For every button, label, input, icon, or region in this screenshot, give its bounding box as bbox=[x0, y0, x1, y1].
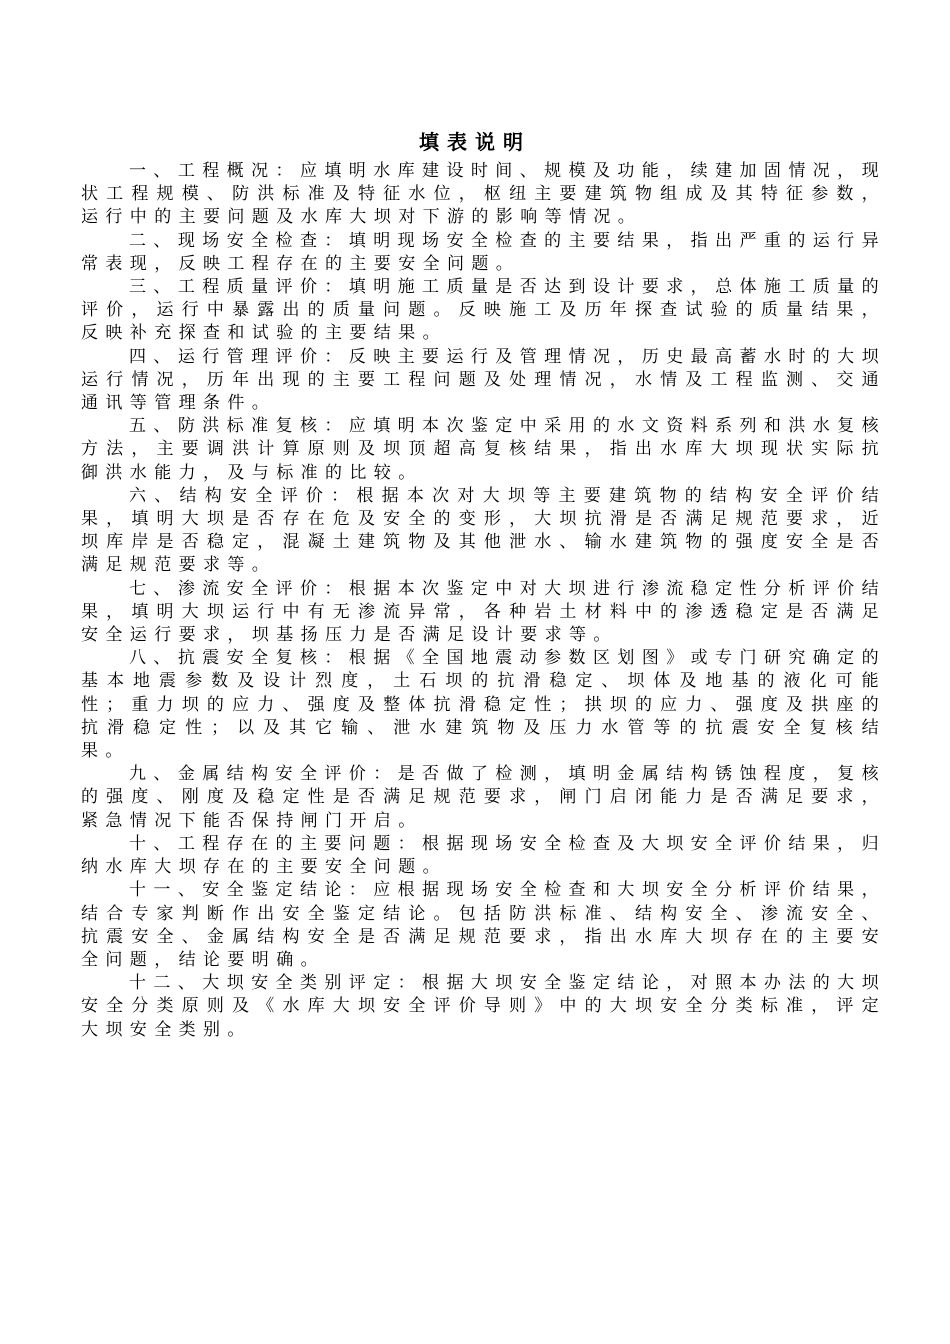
instructions-body bbox=[81, 160, 886, 1042]
paragraph-main-problems: 十、工程存在的主要问题：根据现场安全检查及大坝安全评价结果，归纳水库大坝存在的主要安全问题。 bbox=[81, 833, 886, 878]
paragraph-safety-category: 十二、大坝安全类别评定：根据大坝安全鉴定结论，对照本办法的大坝安全分类原则及《水库大坝安全评价导则》中的大坝安全分类标准，评定大坝安全类别。 bbox=[81, 973, 886, 1040]
paragraph-operation-management: 四、运行管理评价：反映主要运行及管理情况，历史最高蓄水时的大坝运行情况，历年出现的主要工程问题及处理情况，水情及工程监测、交通通讯等管理条件。 bbox=[81, 346, 886, 414]
paragraph-seepage-safety: 七、渗流安全评价：根据本次鉴定中对大坝进行渗流稳定性分析评价结果，填明大坝运行中有无渗流异常，各种岩土材料中的渗透稳定是否满足安全运行要求，坝基扬压力是否满足设计要求等。 bbox=[81, 578, 886, 646]
paragraph-appraisal-conclusion: 十一、安全鉴定结论：应根据现场安全检查和大坝安全分析评价结果，结合专家判断作出安全鉴定结论。包括防洪标准、结构安全、渗流安全、抗震安全、金属结构安全是否满足规范要求，指出水库大坝存在的主要安全问题，结论要明确。 bbox=[81, 880, 886, 970]
paragraph-flood-standard-review: 五、防洪标准复核：应填明本次鉴定中采用的水文资料系列和洪水复核方法，主要调洪计算原则及坝顶超高复核结果，指出水库大坝现状实际抗御洪水能力，及与标准的比较。 bbox=[81, 416, 886, 483]
paragraph-construction-quality: 三、工程质量评价：填明施工质量是否达到设计要求，总体施工质量的评价，运行中暴露出的质量问题。反映施工及历年探查试验的质量结果，反映补充探查和试验的主要结果。 bbox=[81, 277, 886, 344]
paragraph-project-overview: 一、工程概况：应填明水库建设时间、规模及功能，续建加固情况，现状工程规模、防洪标准及特征水位，枢纽主要建筑物组成及其特征参数，运行中的主要问题及水库大坝对下游的影响等情况。 bbox=[81, 161, 886, 228]
paragraph-seismic-safety: 八、抗震安全复核：根据《全国地震动参数区划图》或专门研究确定的基本地震参数及设计烈度，土石坝的抗滑稳定、坝体及地基的液化可能性；重力坝的应力、强度及整体抗滑稳定性；拱坝的应力、强度及拱座的抗滑稳定性；以及其它输、泄水建筑物及压力水管等的抗震安全复核结果。 bbox=[81, 648, 886, 762]
paragraph-structural-safety: 六、结构安全评价：根据本次对大坝等主要建筑物的结构安全评价结果，填明大坝是否存在危及安全的变形，大坝抗滑是否满足规范要求，近坝库岸是否稳定，混凝土建筑物及其他泄水、输水建筑物的强度安全是否满足规范要求等。 bbox=[81, 485, 886, 576]
page-title: 填表说明 bbox=[419, 130, 531, 154]
paragraph-metal-structure-safety: 九、金属结构安全评价：是否做了检测，填明金属结构锈蚀程度，复核的强度、刚度及稳定性是否满足规范要求，闸门启闭能力是否满足要求，紧急情况下能否保持闸门开启。 bbox=[81, 764, 886, 831]
paragraph-site-safety-inspection: 二、现场安全检查：填明现场安全检查的主要结果，指出严重的运行异常表现，反映工程存在的主要安全问题。 bbox=[81, 230, 886, 274]
